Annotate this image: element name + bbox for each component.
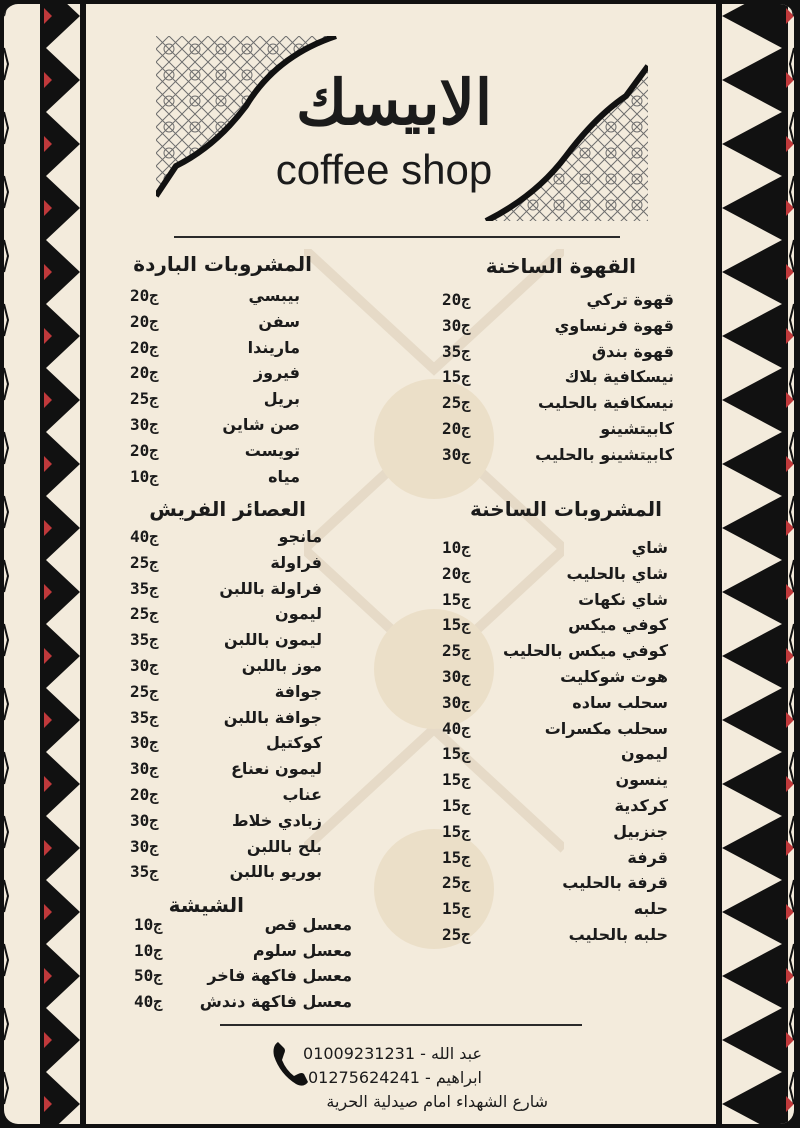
menu-item-name: بريل	[263, 389, 300, 409]
section-title-hot-coffee: القهوة الساخنة	[485, 254, 636, 278]
menu-item-price: 35ج	[130, 630, 159, 650]
menu-item-name: معسل سلوم	[252, 940, 352, 960]
section-title-shisha: الشيشة	[168, 893, 244, 917]
menu-item-price: 25ج	[130, 552, 159, 572]
menu-item-price: 15ج	[442, 589, 471, 609]
menu-item-price: 30ج	[130, 759, 159, 779]
menu-item-name: شاي بالحليب	[566, 563, 668, 583]
menu-item-price: 40ج	[130, 527, 159, 546]
menu-item-price: 15ج	[442, 744, 471, 764]
menu-item-price: 30ج	[130, 733, 159, 753]
menu-item-name: معسل فاكهة دندش	[199, 991, 352, 1011]
menu-item-price: 20ج	[442, 419, 471, 438]
menu-item-price: 20ج	[130, 286, 159, 305]
menu-item	[4, 785, 794, 811]
menu-item	[4, 992, 794, 1018]
menu-item-name: كركدية	[614, 796, 668, 815]
menu-item-name: قرفة بالحليب	[562, 873, 668, 893]
menu-item-name: كابيتشينو بالحليب	[535, 444, 674, 464]
menu-item-price: 25ج	[130, 681, 159, 701]
menu-item	[4, 759, 794, 785]
menu-item-name: فراولة باللبن	[219, 578, 322, 598]
menu-item-price: 20ج	[130, 785, 159, 804]
menu-item-name: بلح باللبن	[246, 836, 322, 856]
menu-item-price: 30ج	[130, 415, 159, 434]
header-divider	[174, 236, 620, 238]
menu-item-price: 10ج	[442, 538, 471, 557]
menu-item	[4, 286, 794, 312]
menu-item-price: 15ج	[442, 847, 471, 867]
menu-item	[4, 389, 794, 415]
menu-item	[4, 733, 794, 759]
menu-item	[4, 604, 794, 630]
menu-item-name: كابيتشينو	[600, 419, 674, 438]
menu-item-name: جوافة باللبن	[223, 707, 322, 727]
menu-item-price: 25ج	[442, 641, 471, 661]
menu-item-name: ليمون باللبن	[223, 630, 322, 650]
menu-item-price: 25ج	[442, 925, 471, 944]
menu-item	[4, 467, 794, 493]
menu-item-price: 10ج	[134, 940, 163, 960]
menu-item-price: 25ج	[130, 389, 159, 409]
menu-item-price: 35ج	[130, 707, 159, 727]
menu-item-name: قهوة تركي	[586, 290, 674, 309]
contact-line-1: 01009231231 - عبد الله	[303, 1044, 482, 1063]
menu-item-name: قهوة فرنساوي	[554, 315, 674, 335]
menu-item-name: معسل فاكهة فاخر	[207, 966, 352, 985]
menu-item-price: 30ج	[130, 836, 159, 856]
menu-item-name: ماريندا	[247, 337, 300, 357]
menu-item-price: 30ج	[442, 692, 471, 712]
menu-item-price: 20ج	[442, 290, 471, 309]
menu-item-price: 40ج	[442, 718, 471, 738]
menu-item-name: كوفي ميكس بالحليب	[502, 641, 668, 661]
menu-item-name: سحلب ساده	[572, 692, 668, 712]
menu-item-name: ليمون نعناع	[230, 759, 322, 779]
menu-item-name: ينسون	[615, 770, 668, 790]
menu-item-name: كوفي ميكس	[568, 615, 668, 635]
menu-item	[4, 441, 794, 467]
menu-item-price: 20ج	[130, 440, 159, 460]
menu-item-name: سحلب مكسرات	[544, 718, 668, 738]
menu-item-name: قهوة بندق	[591, 341, 674, 361]
menu-item	[4, 708, 794, 734]
menu-item-price: 35ج	[130, 578, 159, 598]
menu-item-name: فيروز	[253, 363, 300, 383]
menu-item-price: 10ج	[130, 466, 159, 486]
menu-item-price: 30ج	[130, 810, 159, 830]
menu-item-price: 25ج	[442, 873, 471, 893]
menu-item	[4, 415, 794, 441]
menu-item-name: مياه	[268, 466, 300, 486]
menu-item-name: بوريو باللبن	[229, 862, 322, 882]
menu-item-name: شاي	[631, 538, 668, 557]
menu-item-name: مانجو	[278, 527, 322, 546]
menu-item-price: 30ج	[130, 656, 159, 675]
section-title-cold-drinks: المشروبات الباردة	[133, 252, 312, 276]
menu-item-price: 30ج	[442, 315, 471, 335]
menu-item	[4, 915, 794, 941]
section-title-hot-drinks: المشروبات الساخنة	[469, 497, 662, 521]
menu-item	[4, 941, 794, 967]
menu-item	[4, 630, 794, 656]
menu-item-name: قرفة	[627, 847, 668, 867]
menu-item-name: حلبه بالحليب	[568, 925, 668, 944]
menu-item-price: 30ج	[442, 667, 471, 686]
menu-item	[4, 656, 794, 682]
menu-page	[4, 4, 794, 1124]
logo-english: coffee shop	[275, 146, 493, 193]
menu-item-name: شاي نكهات	[578, 589, 668, 609]
menu-item	[4, 837, 794, 863]
menu-item-name: هوت شوكليت	[560, 667, 668, 686]
menu-item-price: 20ج	[130, 311, 159, 331]
logo-arabic: الابيسك	[295, 66, 493, 139]
menu-item-price: 30ج	[442, 444, 471, 464]
menu-item	[4, 527, 794, 553]
menu-item	[4, 862, 794, 888]
menu-item-price: 15ج	[442, 821, 471, 841]
menu-item-price: 35ج	[442, 341, 471, 361]
menu-item-name: عناب	[282, 785, 322, 804]
menu-item	[4, 966, 794, 992]
footer-divider	[220, 1024, 582, 1026]
menu-item-name: فراولة	[270, 552, 322, 572]
menu-item-name: ليمون	[275, 604, 322, 624]
menu-item-price: 15ج	[442, 615, 471, 635]
menu-item	[4, 682, 794, 708]
menu-item-name: بيبسي	[248, 286, 300, 305]
menu-item-price: 25ج	[442, 393, 471, 413]
menu-item-price: 15ج	[442, 770, 471, 790]
menu-item-price: 15ج	[442, 367, 471, 387]
menu-item	[4, 338, 794, 364]
menu-item-price: 20ج	[442, 563, 471, 583]
menu-item-name: تويست	[244, 440, 300, 460]
menu-item-name: صن شاين	[222, 415, 300, 434]
menu-item-price: 50ج	[134, 966, 163, 985]
menu-item-price: 15ج	[442, 899, 471, 919]
menu-item-name: حلبه	[633, 899, 668, 919]
menu-item-name: كوكتيل	[266, 733, 322, 753]
menu-item-price: 20ج	[130, 337, 159, 357]
menu-item-name: نيسكافية بالحليب	[538, 393, 674, 413]
menu-item-name: معسل قص	[264, 915, 352, 934]
menu-item	[4, 312, 794, 338]
menu-item-name: موز باللبن	[241, 656, 322, 675]
menu-item	[4, 553, 794, 579]
menu-item-name: نيسكافية بلاك	[564, 367, 674, 387]
menu-item-name: زبادي خلاط	[232, 810, 322, 830]
menu-item-name: جوافة	[274, 681, 322, 701]
menu-item-name: جنزبيل	[613, 821, 668, 841]
menu-item-price: 40ج	[134, 991, 163, 1011]
menu-item-price: 35ج	[130, 862, 159, 882]
menu-item-name: سفن	[258, 311, 300, 331]
menu-item	[4, 363, 794, 389]
menu-item-price: 15ج	[442, 796, 471, 815]
address-line: شارع الشهداء امام صيدلية الحرية	[326, 1092, 548, 1111]
menu-item-price: 25ج	[130, 604, 159, 624]
menu-item-price: 10ج	[134, 915, 163, 934]
contact-line-2: 01275624241 - ابراهيم	[307, 1068, 482, 1087]
menu-item-name: ليمون	[621, 744, 668, 764]
menu-item	[4, 811, 794, 837]
menu-item	[4, 579, 794, 605]
section-title-fresh-juices: العصائر الفريش	[149, 497, 306, 521]
menu-item-price: 20ج	[130, 363, 159, 383]
